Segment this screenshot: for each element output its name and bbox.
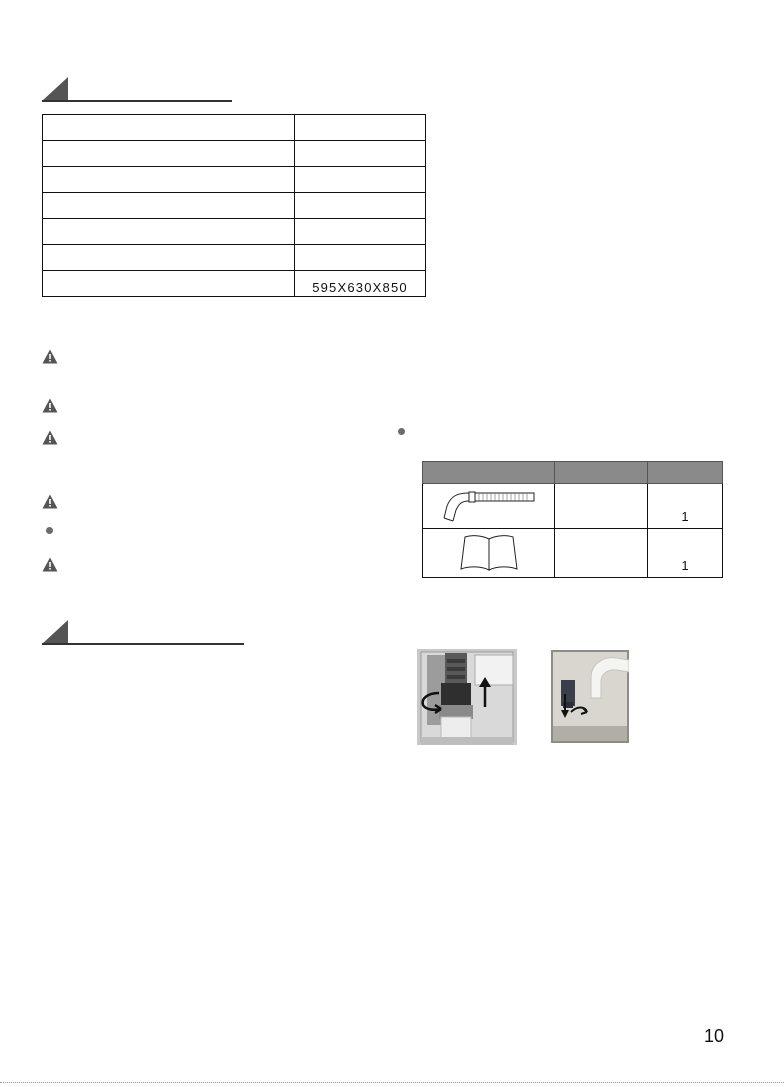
accessory-name <box>555 529 648 578</box>
warning-triangle-icon <box>42 557 58 572</box>
table-row <box>43 219 426 245</box>
transport-bolt-removal-photo <box>417 649 517 745</box>
warning-triangle-icon <box>42 494 58 509</box>
column-header <box>648 462 723 484</box>
section-marker-triangle <box>42 620 68 644</box>
accessory-quantity: 1 <box>648 484 723 529</box>
table-row <box>43 245 426 271</box>
warning-triangle-icon <box>42 398 58 413</box>
dimensions-value: 595X630X850 <box>295 271 426 297</box>
spec-label <box>43 141 295 167</box>
drain-hose-icon <box>439 488 539 522</box>
section-underline <box>42 643 244 645</box>
table-row <box>43 193 426 219</box>
table-row <box>43 271 426 297</box>
column-header <box>555 462 648 484</box>
spec-value <box>295 115 426 141</box>
spec-value <box>295 193 426 219</box>
warning-triangle-icon <box>42 349 58 364</box>
page-number: 10 <box>703 1026 724 1046</box>
spec-value <box>295 219 426 245</box>
bullet-dot <box>46 527 53 534</box>
spec-label <box>43 167 295 193</box>
accessories-table <box>422 461 723 578</box>
specifications-table <box>42 114 426 297</box>
column-header <box>423 462 555 484</box>
spec-label <box>43 219 295 245</box>
accessory-quantity: 1 <box>648 529 723 578</box>
bullet-dot <box>398 428 405 435</box>
table-row <box>423 529 723 578</box>
warning-triangle-icon <box>42 430 58 445</box>
table-row <box>43 115 426 141</box>
accessory-image-cell <box>423 529 555 578</box>
accessory-image-cell <box>423 484 555 529</box>
accessory-name <box>555 484 648 529</box>
footer-rule <box>0 1082 784 1083</box>
section-marker-triangle <box>42 77 68 101</box>
manual-book-icon <box>457 533 521 571</box>
spec-label <box>43 193 295 219</box>
table-row <box>43 141 426 167</box>
table-header-row <box>423 462 723 484</box>
table-row <box>423 484 723 529</box>
section-underline <box>42 100 232 102</box>
spec-value <box>295 167 426 193</box>
hole-cover-photo <box>551 650 629 743</box>
spec-label <box>43 245 295 271</box>
spec-label <box>43 115 295 141</box>
spec-value <box>295 141 426 167</box>
spec-value <box>295 245 426 271</box>
table-row <box>43 167 426 193</box>
spec-label <box>43 271 295 297</box>
